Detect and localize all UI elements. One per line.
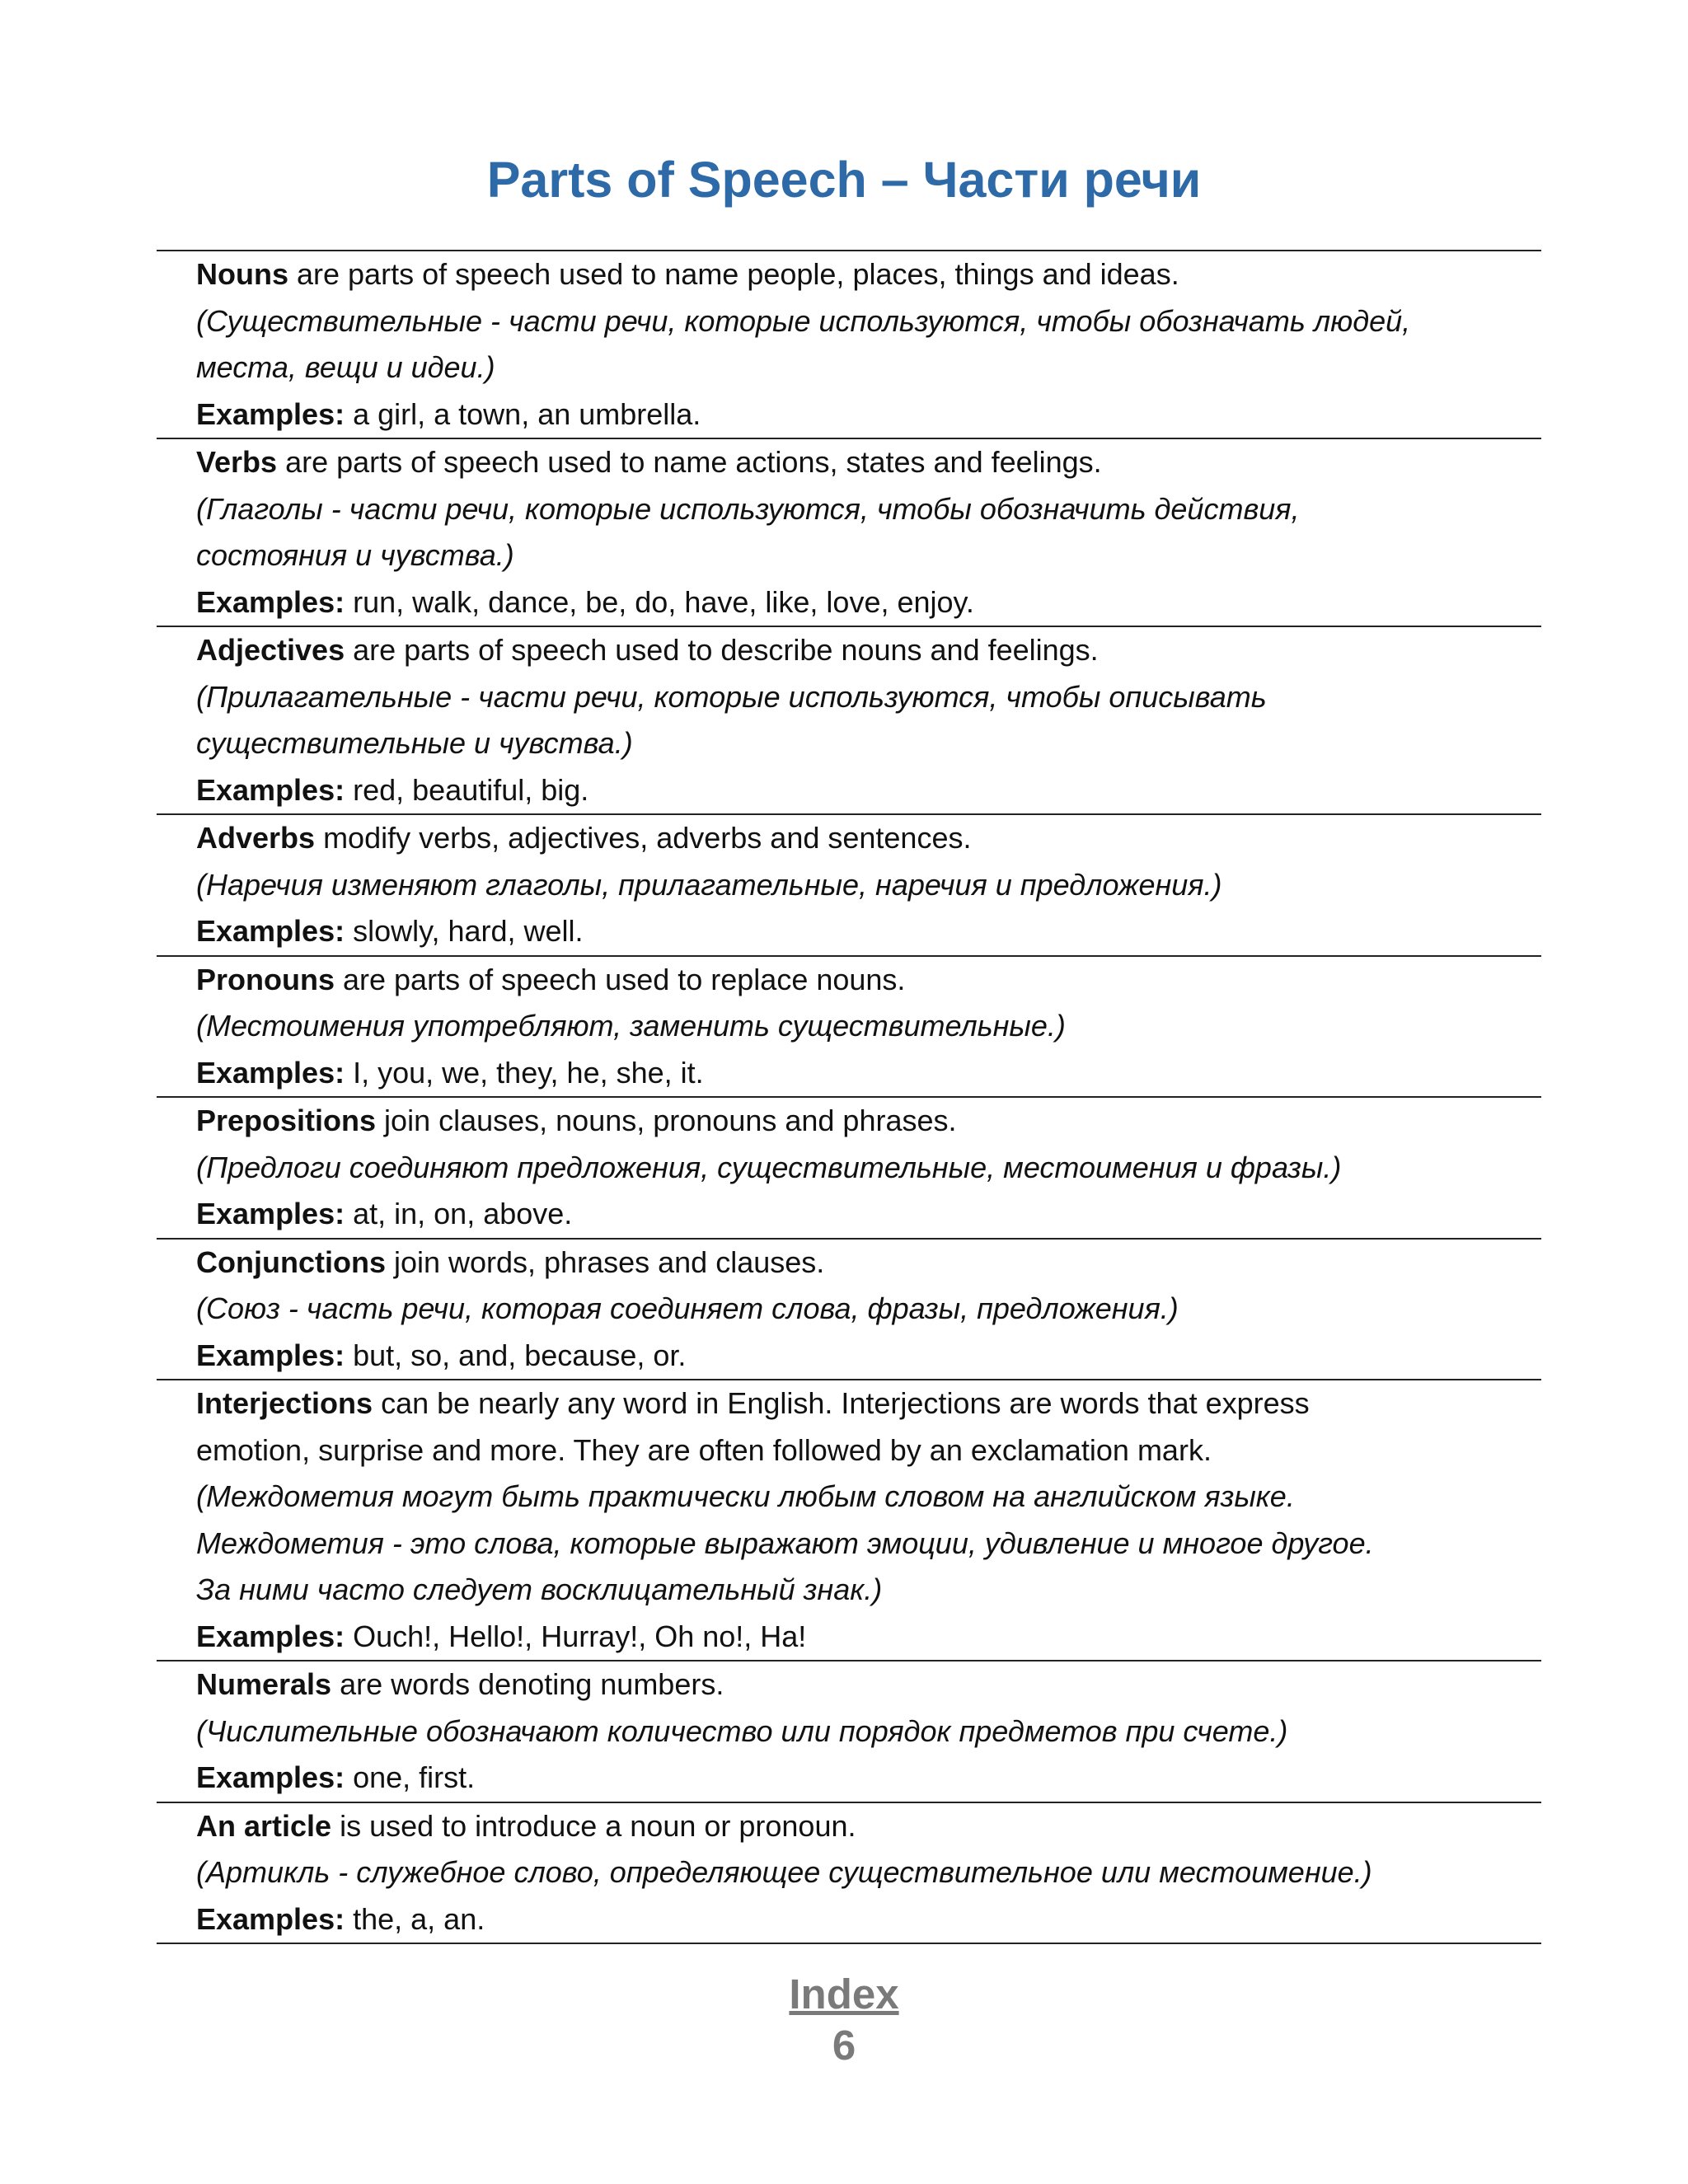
translation-line: (Артикль - служебное слово, определяющее существительное или местоимение.) [196, 1855, 1372, 1889]
examples-text: a girl, a town, an umbrella. [345, 396, 701, 431]
entry-adverbs [157, 815, 1541, 957]
definition-line [196, 1427, 1541, 1474]
definition-line [196, 1803, 1541, 1850]
translation-line: (Местоимения употребляют, заменить существительные.) [196, 1009, 1066, 1043]
entry-nouns [157, 251, 1541, 439]
entry-verbs [157, 439, 1541, 627]
index-link[interactable]: Index [789, 1971, 899, 2018]
translation-line: (Предлоги соединяют предложения, существительные, местоимения и фразы.) [196, 1150, 1342, 1184]
translation-line: состояния и чувства.) [196, 538, 514, 572]
definition-line [196, 815, 1541, 862]
entry-conjunctions [157, 1240, 1541, 1381]
examples-label: Examples: [196, 584, 345, 619]
translation-line: (Глаголы - части речи, которые используются, чтобы обозначить действия, [196, 491, 1300, 526]
definition-text: emotion, surprise and more. They are often followed by an exclamation mark. [196, 1432, 1212, 1467]
definition-line [196, 627, 1541, 674]
examples-text: but, so, and, because, or. [345, 1338, 687, 1372]
examples-line [196, 391, 1541, 438]
term: Pronouns [196, 962, 335, 996]
examples-label: Examples: [196, 396, 345, 431]
definition-line [196, 1661, 1541, 1708]
term: Adverbs [196, 821, 316, 855]
translation-line: (Существительные - части речи, которые используются, чтобы обозначать людей, [196, 303, 1411, 338]
entry-pronouns [157, 957, 1541, 1099]
term: Conjunctions [196, 1244, 386, 1279]
examples-text: one, first. [345, 1760, 476, 1794]
examples-label: Examples: [196, 1197, 345, 1230]
definition-text: are parts of speech used to replace nouns. [335, 962, 906, 996]
definition-line [196, 957, 1541, 1004]
examples-text: red, beautiful, big. [345, 772, 589, 807]
definition-line [196, 1240, 1541, 1286]
entry-prepositions [157, 1098, 1541, 1240]
page-footer [0, 1968, 1688, 2070]
examples-label: Examples: [196, 914, 345, 948]
definition-text: is used to introduce a noun or pronoun. [331, 1808, 856, 1843]
entry-numerals [157, 1661, 1541, 1803]
term: Prepositions [196, 1104, 377, 1137]
definition-line [196, 1098, 1541, 1145]
parts-of-speech-list [157, 250, 1541, 1944]
examples-line [196, 1050, 1541, 1097]
translation-line: (Наречия изменяют глаголы, прилагательные, наречия и предложения.) [196, 867, 1222, 902]
translation-line: Междометия - это слова, которые выражают эмоции, удивление и многое другое. [196, 1526, 1374, 1560]
examples-text: at, in, on, above. [345, 1197, 573, 1230]
translation-line: За ними часто следует восклицательный знак.) [196, 1572, 883, 1606]
examples-line [196, 579, 1541, 626]
definition-text: are parts of speech used to name actions, states and feelings. [277, 445, 1102, 479]
translation-line: места, вещи и идеи.) [196, 350, 495, 384]
term: Nouns [196, 257, 288, 291]
examples-label: Examples: [196, 772, 345, 807]
examples-text: slowly, hard, well. [345, 914, 584, 948]
definition-text: join words, phrases and clauses. [385, 1244, 825, 1279]
examples-line [196, 908, 1541, 955]
term: Interjections [196, 1386, 373, 1420]
examples-label: Examples: [196, 1338, 345, 1372]
translation-line: (Союз - часть речи, которая соединяет слова, фразы, предложения.) [196, 1291, 1179, 1325]
page-number: 6 [832, 2022, 856, 2069]
definition-line [196, 439, 1541, 486]
examples-text: Ouch!, Hello!, Hurray!, Oh no!, Ha! [345, 1619, 807, 1653]
examples-label: Examples: [196, 1901, 345, 1936]
entry-interjections [157, 1380, 1541, 1661]
translation-line: (Числительные обозначают количество или порядок предметов при счете.) [196, 1713, 1288, 1748]
examples-text: the, a, an. [345, 1901, 485, 1936]
entry-adjectives [157, 627, 1541, 815]
term: Numerals [196, 1667, 332, 1701]
definition-line [196, 251, 1541, 298]
examples-text: run, walk, dance, be, do, have, like, love, enjoy. [345, 584, 974, 619]
examples-label: Examples: [196, 1760, 345, 1794]
examples-line [196, 1896, 1541, 1943]
definition-text: can be nearly any word in English. Interjections are words that express [373, 1386, 1310, 1420]
translation-line: (Междометия могут быть практически любым словом на английском языке. [196, 1479, 1295, 1513]
page-title: Parts of Speech – Части речи [486, 152, 1202, 208]
definition-text: are parts of speech used to describe nouns and feelings. [345, 633, 1099, 667]
term: Adjectives [196, 633, 345, 667]
examples-line [196, 767, 1541, 814]
term: An article [196, 1808, 332, 1843]
definition-line [196, 1380, 1541, 1427]
definition-text: are words denoting numbers. [331, 1667, 724, 1701]
examples-line [196, 1755, 1541, 1802]
examples-line [196, 1614, 1541, 1661]
translation-line: существительные и чувства.) [196, 726, 633, 760]
examples-line [196, 1333, 1541, 1380]
entry-an-article [157, 1803, 1541, 1945]
definition-text: are parts of speech used to name people, places, things and ideas. [288, 257, 1179, 291]
examples-label: Examples: [196, 1055, 345, 1090]
definition-text: modify verbs, adjectives, adverbs and sentences. [315, 821, 972, 855]
translation-line: (Прилагательные - части речи, которые используются, чтобы описывать [196, 679, 1267, 714]
definition-text: join clauses, nouns, pronouns and phrases. [376, 1104, 957, 1137]
term: Verbs [196, 445, 278, 479]
examples-text: I, you, we, they, he, she, it. [345, 1055, 704, 1090]
examples-line [196, 1191, 1541, 1238]
examples-label: Examples: [196, 1619, 345, 1653]
